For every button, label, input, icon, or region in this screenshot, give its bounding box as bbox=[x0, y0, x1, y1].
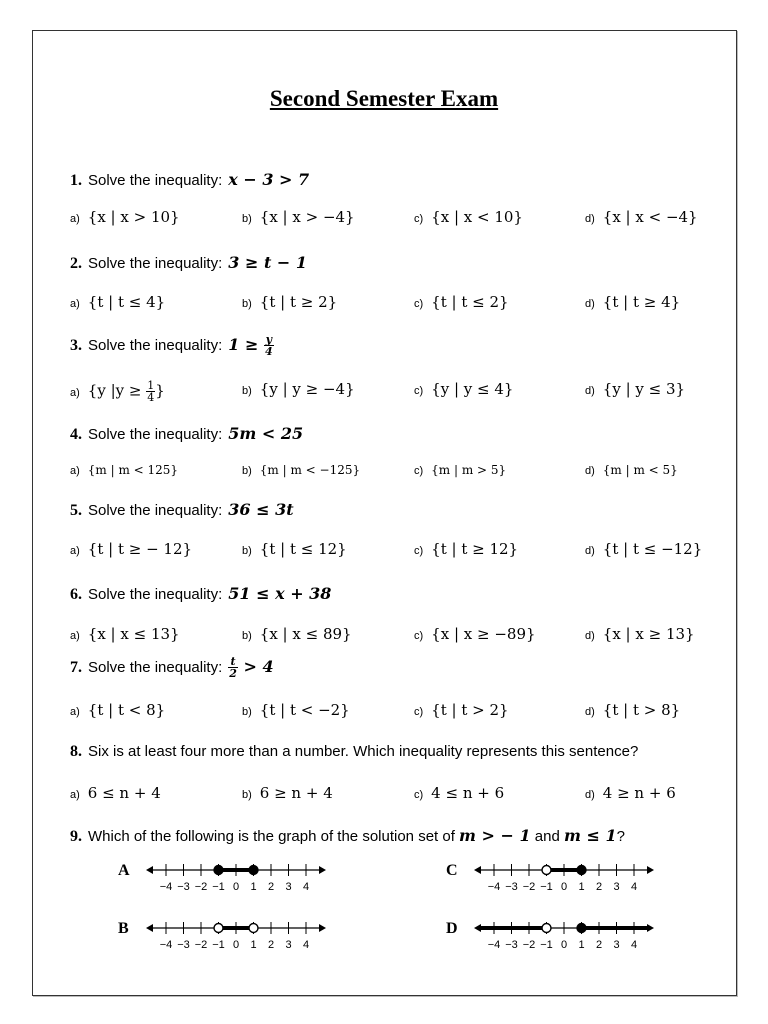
option-8c[interactable]: c) 4 ≤ n + 6 bbox=[414, 784, 505, 802]
graph-option-label[interactable]: B bbox=[118, 920, 129, 937]
number-line-graph-c[interactable] bbox=[478, 856, 658, 896]
closed-dot bbox=[577, 924, 586, 933]
tick-label: 3 bbox=[285, 939, 292, 951]
option-1d[interactable]: d) {x | x < −4} bbox=[585, 208, 698, 226]
option-5b[interactable]: b) {t | t ≤ 12} bbox=[242, 540, 347, 558]
tick-label: −4 bbox=[159, 881, 173, 893]
option-6c[interactable]: c) {x | x ≥ −89} bbox=[414, 625, 536, 643]
question-7 bbox=[70, 656, 274, 679]
closed-dot bbox=[577, 866, 586, 875]
tick-label: 1 bbox=[250, 881, 257, 893]
graph-option-label[interactable]: C bbox=[446, 862, 458, 879]
question-5 bbox=[70, 500, 294, 520]
tick-label: −1 bbox=[212, 881, 225, 893]
option-4a[interactable]: a) {m | m < 125} bbox=[70, 463, 179, 477]
tick-label: −4 bbox=[487, 881, 501, 893]
question-expression: 3 ≥ t − 1 bbox=[228, 253, 308, 272]
question-prompt: Solve the inequality: bbox=[88, 586, 223, 603]
open-circle bbox=[542, 924, 551, 933]
tick-label: 4 bbox=[630, 881, 638, 893]
option-8b[interactable]: b) 6 ≥ n + 4 bbox=[242, 784, 333, 802]
tick-label: −3 bbox=[177, 939, 190, 951]
tick-label: 4 bbox=[302, 881, 310, 893]
tick-label: 4 bbox=[630, 939, 638, 951]
question-number: 4. bbox=[70, 426, 82, 443]
tick-label: 0 bbox=[560, 881, 568, 893]
option-2b[interactable]: b) {t | t ≥ 2} bbox=[242, 293, 338, 311]
option-3b[interactable]: b) {y | y ≥ −4} bbox=[242, 380, 355, 398]
question-prompt: Solve the inequality: bbox=[88, 172, 223, 189]
question-number: 2. bbox=[70, 255, 82, 272]
question-number: 7. bbox=[70, 659, 82, 676]
question-expression: 36 ≤ 3t bbox=[228, 500, 294, 519]
question-expression: 51 ≤ x + 38 bbox=[228, 584, 332, 603]
question-prompt: Solve the inequality: bbox=[88, 502, 223, 519]
tick-label: 1 bbox=[578, 939, 585, 951]
option-6b[interactable]: b) {x | x ≤ 89} bbox=[242, 625, 352, 643]
arrow-right-icon bbox=[319, 924, 326, 932]
fraction: $\frac{1}{4}$ bbox=[147, 379, 155, 404]
tick-label: −1 bbox=[212, 939, 225, 951]
tick-label: −3 bbox=[177, 881, 190, 893]
fraction: $\frac{y}{4}$ bbox=[264, 333, 273, 358]
tick-label: −1 bbox=[540, 881, 553, 893]
number-line-graph-a[interactable] bbox=[150, 856, 330, 896]
tick-label: −1 bbox=[540, 939, 553, 951]
option-8a[interactable]: a) 6 ≤ n + 4 bbox=[70, 784, 161, 802]
question-4 bbox=[70, 424, 303, 444]
number-line-graph-d[interactable] bbox=[478, 914, 658, 954]
question-1 bbox=[70, 170, 309, 190]
option-7b[interactable]: b) {t | t < −2} bbox=[242, 701, 350, 719]
tick-label: 0 bbox=[232, 939, 240, 951]
option-5a[interactable]: a) {t | t ≥ − 12} bbox=[70, 540, 193, 558]
question-prompt: Six is at least four more than a number. Which inequality represents this sentence? bbox=[88, 743, 639, 760]
option-2d[interactable]: d) {t | t ≥ 4} bbox=[585, 293, 681, 311]
question-2 bbox=[70, 253, 307, 273]
graph-option-label[interactable]: D bbox=[446, 920, 458, 937]
tick-label: 2 bbox=[267, 939, 275, 951]
question-prompt: Which of the following is the graph of the solution set of bbox=[88, 828, 460, 845]
option-3d[interactable]: d) {y | y ≤ 3} bbox=[585, 380, 686, 398]
page-title: Second Semester Exam bbox=[269, 86, 499, 111]
open-circle bbox=[214, 924, 223, 933]
option-4d[interactable]: d) {m | m < 5} bbox=[585, 463, 678, 477]
tick-label: 2 bbox=[595, 881, 603, 893]
option-1a[interactable]: a) {x | x > 10} bbox=[70, 208, 180, 226]
tick-label: 1 bbox=[250, 939, 257, 951]
option-6d[interactable]: d) {x | x ≥ 13} bbox=[585, 625, 695, 643]
question-number: 1. bbox=[70, 172, 82, 189]
tick-label: 0 bbox=[560, 939, 568, 951]
tick-label: 2 bbox=[595, 939, 603, 951]
tick-label: 0 bbox=[232, 881, 240, 893]
tick-label: −2 bbox=[522, 939, 536, 951]
question-number: 3. bbox=[70, 337, 82, 354]
tick-label: 1 bbox=[578, 881, 585, 893]
question-number: 8. bbox=[70, 743, 82, 760]
arrow-right-icon bbox=[647, 866, 654, 874]
option-4b[interactable]: b) {m | m < −125} bbox=[242, 463, 361, 477]
tick-label: 2 bbox=[267, 881, 275, 893]
option-5d[interactable]: d) {t | t ≤ −12} bbox=[585, 540, 703, 558]
arrow-right-icon bbox=[319, 866, 326, 874]
question-prompt: Solve the inequality: bbox=[88, 426, 223, 443]
closed-dot bbox=[214, 866, 223, 875]
tick-label: 3 bbox=[613, 939, 620, 951]
option-7c[interactable]: c) {t | t > 2} bbox=[414, 701, 509, 719]
tick-label: −2 bbox=[522, 881, 536, 893]
number-line-graph-b[interactable] bbox=[150, 914, 330, 954]
option-1c[interactable]: c) {x | x < 10} bbox=[414, 208, 523, 226]
option-5c[interactable]: c) {t | t ≥ 12} bbox=[414, 540, 519, 558]
question-expression: 1 ≥ $\frac{y}{4}$ bbox=[228, 333, 273, 358]
open-circle bbox=[249, 924, 258, 933]
fraction: $\frac{t}{2}$ bbox=[229, 655, 237, 680]
tick-label: −3 bbox=[505, 939, 518, 951]
tick-label: −4 bbox=[159, 939, 173, 951]
question-8 bbox=[70, 743, 638, 761]
question-expression: x − 3 > 7 bbox=[228, 170, 310, 189]
question-number: 6. bbox=[70, 586, 82, 603]
question-6 bbox=[70, 584, 331, 604]
option-3a[interactable]: a) {y |y ≥ $\frac{1}{4}$ } bbox=[70, 379, 165, 404]
option-7a[interactable]: a) {t | t < 8} bbox=[70, 701, 166, 719]
option-7d[interactable]: d) {t | t > 8} bbox=[585, 701, 681, 719]
question-expression: $\frac{t}{2}$ > 4 bbox=[229, 655, 274, 680]
graph-option-label[interactable]: A bbox=[118, 862, 130, 879]
option-2a[interactable]: a) {t | t ≤ 4} bbox=[70, 293, 166, 311]
closed-dot bbox=[249, 866, 258, 875]
option-2c[interactable]: c) {t | t ≤ 2} bbox=[414, 293, 509, 311]
tick-label: −3 bbox=[505, 881, 518, 893]
question-prompt: Solve the inequality: bbox=[88, 337, 223, 354]
arrow-right-icon bbox=[647, 924, 654, 932]
tick-label: −4 bbox=[487, 939, 501, 951]
question-3 bbox=[70, 334, 274, 357]
question-9: 9. Which of the following is the graph of the solution set of m > − 1 and m ≤ 1? bbox=[70, 826, 625, 845]
option-4c[interactable]: c) {m | m > 5} bbox=[414, 463, 507, 477]
tick-label: 4 bbox=[302, 939, 310, 951]
option-8d[interactable]: d) 4 ≥ n + 6 bbox=[585, 784, 676, 802]
tick-label: 3 bbox=[613, 881, 620, 893]
question-prompt: Solve the inequality: bbox=[88, 659, 223, 676]
option-3c[interactable]: c) {y | y ≤ 4} bbox=[414, 380, 514, 398]
tick-label: −2 bbox=[194, 939, 208, 951]
question-number: 5. bbox=[70, 502, 82, 519]
option-1b[interactable]: b) {x | x > −4} bbox=[242, 208, 355, 226]
tick-label: 3 bbox=[285, 881, 292, 893]
question-number: 9. bbox=[70, 828, 82, 845]
question-expression: m > − 1 bbox=[459, 826, 531, 845]
option-6a[interactable]: a) {x | x ≤ 13} bbox=[70, 625, 180, 643]
open-circle bbox=[542, 866, 551, 875]
tick-label: −2 bbox=[194, 881, 208, 893]
question-expression: 5m < 25 bbox=[228, 424, 304, 443]
question-prompt: Solve the inequality: bbox=[88, 255, 223, 272]
question-expression: m ≤ 1 bbox=[564, 826, 617, 845]
